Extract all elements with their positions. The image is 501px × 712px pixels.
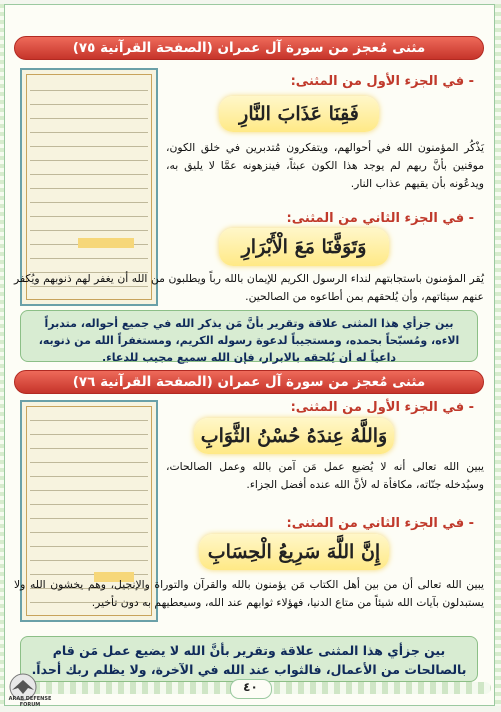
part2-verse-box <box>219 228 389 266</box>
part1-title: - في الجزء الأول من المثنى: <box>291 74 474 89</box>
part2-verse: إِنَّ اللَّهَ سَرِيعُ الْحِسَابِ <box>207 541 381 563</box>
part2-verse: وَتَوَفَّنَا مَعَ الْأَبْرَارِ <box>241 236 367 258</box>
part1-title: - في الجزء الأول من المثنى: <box>291 400 474 415</box>
section-header: مثنى مُعجز من سورة آل عمران (الصفحة القرآنية ٧٥) <box>14 36 484 60</box>
highlight-marker <box>78 238 134 248</box>
part1-verse: وَاللَّهُ عِندَهُ حُسْنُ الثَّوَابِ <box>200 425 388 447</box>
part1-explanation: يبين الله تعالى أنه لا يُضيع عمل مَن آمن بالله وعمل الصالحات، وسيُدخله جنّاته، مكافأة له لأنَّ الله عنده أفضل الجزاء. <box>166 460 484 491</box>
page-number: ٤٠ <box>243 680 258 694</box>
forum-logo-text: ARAB DEFENSE FORUM <box>8 696 52 708</box>
part1-verse-box <box>194 418 394 454</box>
part1-verse: فَقِنَا عَذَابَ النَّارِ <box>239 103 359 125</box>
section-summary: بين جزأي هذا المثنى علاقة وتقرير بأنَّ مَن يذكر الله في جميع أحواله، متدبراً الاءه، ومُسبّحاً بحمده، ومستجيباً لدعوة رسوله الكريم، ومستغفراً الله من ذنوبه، داعياً له أن يُلحقه بالابرار، فإن الله سميع مجيب للدعاء. <box>20 310 478 362</box>
part2-title: - في الجزء الثاني من المثنى: <box>287 516 474 531</box>
section-summary: بين جزأي هذا المثنى علاقة وتقرير بأنَّ الله لا يضيع عمل مَن قام بالصالحات من الأعمال، فالثواب عند الله في الآخرة، ولا يظلم ربك أحداً. <box>20 636 478 682</box>
page-border-right <box>495 4 501 706</box>
part2-title: - في الجزء الثاني من المثنى: <box>287 211 474 226</box>
part1-explanation: يَذْكُر المؤمنون الله في أحوالهم، ويتفكرون مُتدبرين في خلق الكون، موقنين بأنَّ ربهم لم يوجد هذا الكون عبثاً، فينزهونه عمَّا لا يليق به، ويدعُونه بأن يقيهم عذاب النار. <box>166 141 484 190</box>
part2-explanation: يبين الله تعالى أن من بين أهل الكتاب مَن يؤمنون بالله والقرآن والتوراة والإنجيل، وهم يخشون الله ولا يستبدلون بآيات الله شيئاً من متاع الدنيا، فهؤلاء ثوابهم عند الله، وسيعطيهم به دون تأخير. <box>14 578 484 609</box>
part2-explanation: يُقر المؤمنون باستجابتهم لنداء الرسول الكريم للإيمان بالله رباً ويطلبون من الله أن يغفر لهم ذنوبهم ويُكفر عنهم سيئاتهم، وأن يُلحقهم بمن أطاعوه من الصالحين. <box>14 272 484 303</box>
part1-verse-box <box>219 96 379 132</box>
part2-verse-box <box>199 534 389 570</box>
section-header: مثنى مُعجز من سورة آل عمران (الصفحة القرآنية ٧٦) <box>14 370 484 394</box>
